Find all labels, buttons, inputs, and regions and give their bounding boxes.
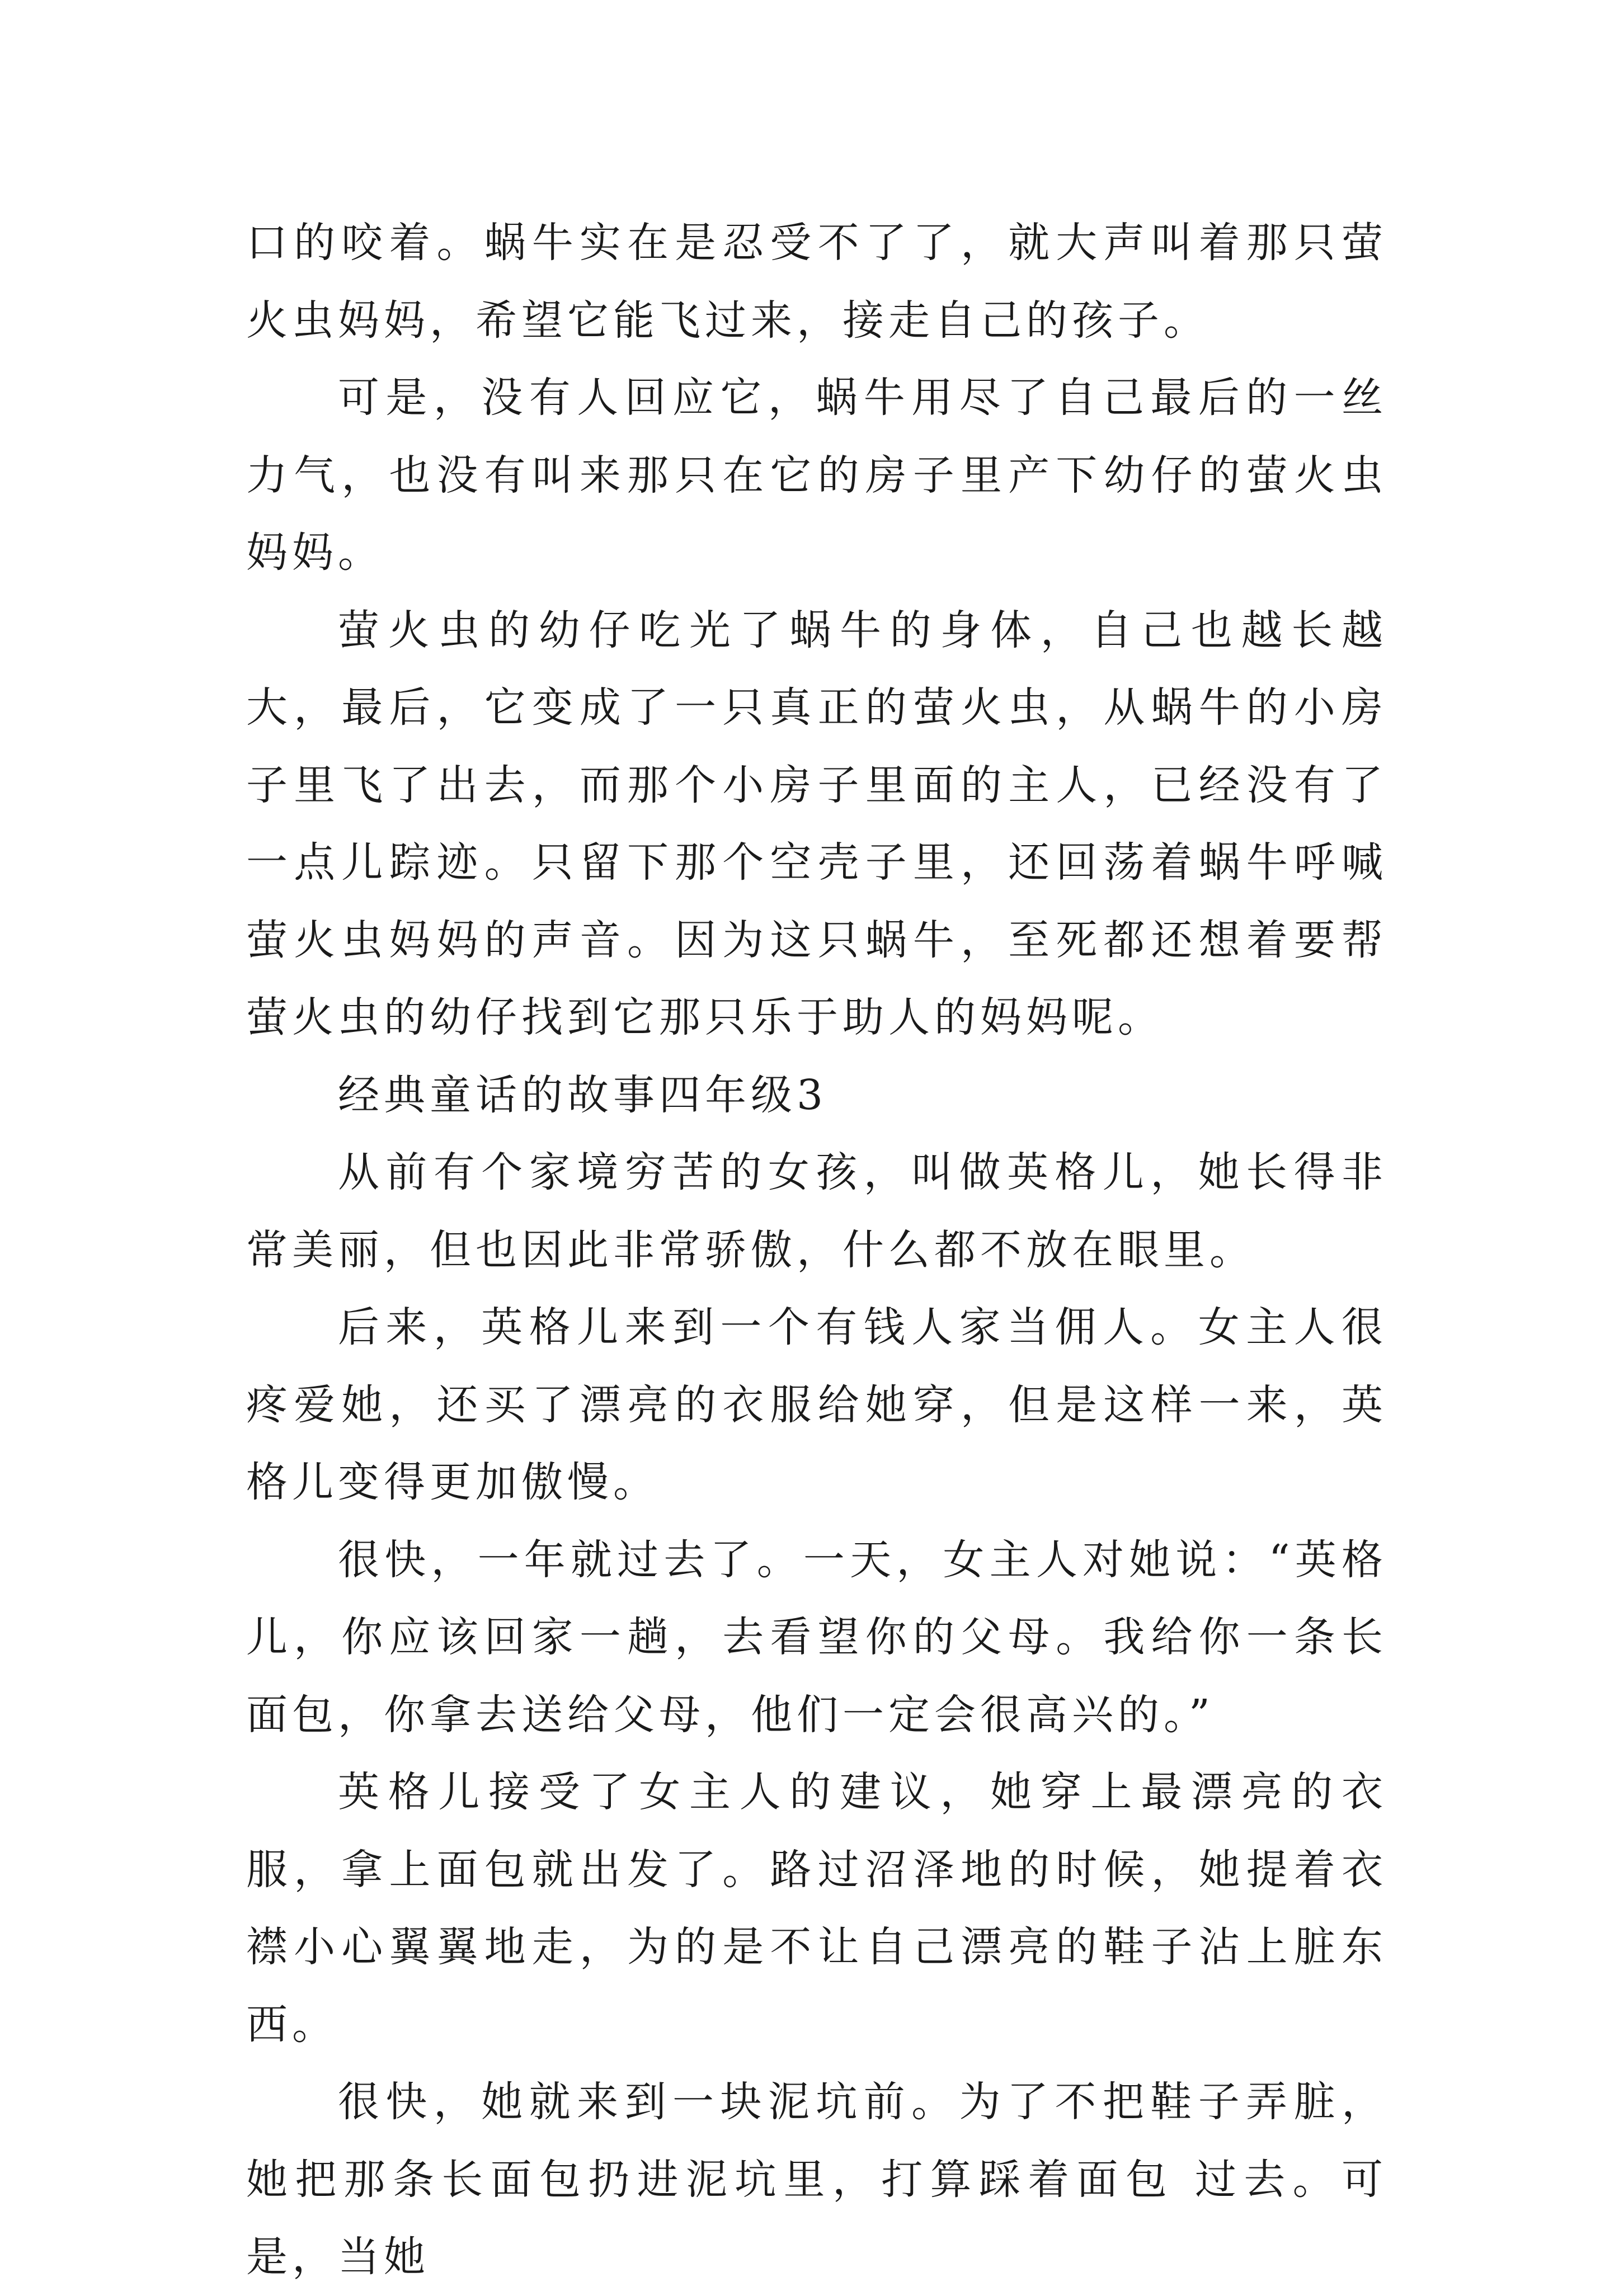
paragraph-1: 口的咬着。蜗牛实在是忍受不了了，就大声叫着那只萤火虫妈妈，希望它能飞过来，接走自己的孩子。	[246, 219, 1387, 345]
paragraph-2: 可是，没有人回应它，蜗牛用尽了自己最后的一丝力气，也没有叫来那只在它的房子里产下幼仔的萤火虫妈妈。	[246, 374, 1387, 577]
paragraph-3: 萤火虫的幼仔吃光了蜗牛的身体，自己也越长越大，最后，它变成了一只真正的萤火虫，从蜗牛的小房子里飞了出去，而那个小房子里面的主人，已经没有了一点儿踪迹。只留下那个空壳子里，还回荡着蜗牛呼喊萤火虫妈妈的声音。因为这只蜗牛，至死都还想着要帮萤火虫的幼仔找到它那只乐于助人的妈妈呢。	[246, 606, 1387, 1041]
paragraph-5: 后来，英格儿来到一个有钱人家当佣人。女主人很疼爱她，还买了漂亮的衣服给她穿，但是这样一来，英格儿变得更加傲慢。	[246, 1303, 1387, 1506]
paragraph-8: 很快，她就来到一块泥坑前。为了不把鞋子弄脏，她把那条长面包扔进泥坑里，打算踩着面包 过去。可是，当她	[246, 2078, 1387, 2281]
section-heading: 经典童话的故事四年级3	[338, 1071, 828, 1119]
document-body	[246, 204, 1387, 2296]
paragraph-4: 从前有个家境穷苦的女孩，叫做英格儿，她长得非常美丽，但也因此非常骄傲，什么都不放在眼里。	[246, 1148, 1387, 1274]
paragraph-6: 很快，一年就过去了。一天，女主人对她说：“英格儿，你应该回家一趟，去看望你的父母。我给你一条长面包，你拿去送给父母，他们一定会很高兴的。”	[246, 1535, 1387, 1739]
paragraph-7: 英格儿接受了女主人的建议，她穿上最漂亮的衣服，拿上面包就出发了。路过沼泽地的时候，她提着衣襟小心翼翼地走，为的是不让自己漂亮的鞋子沾上脏东西。	[246, 1768, 1387, 2049]
